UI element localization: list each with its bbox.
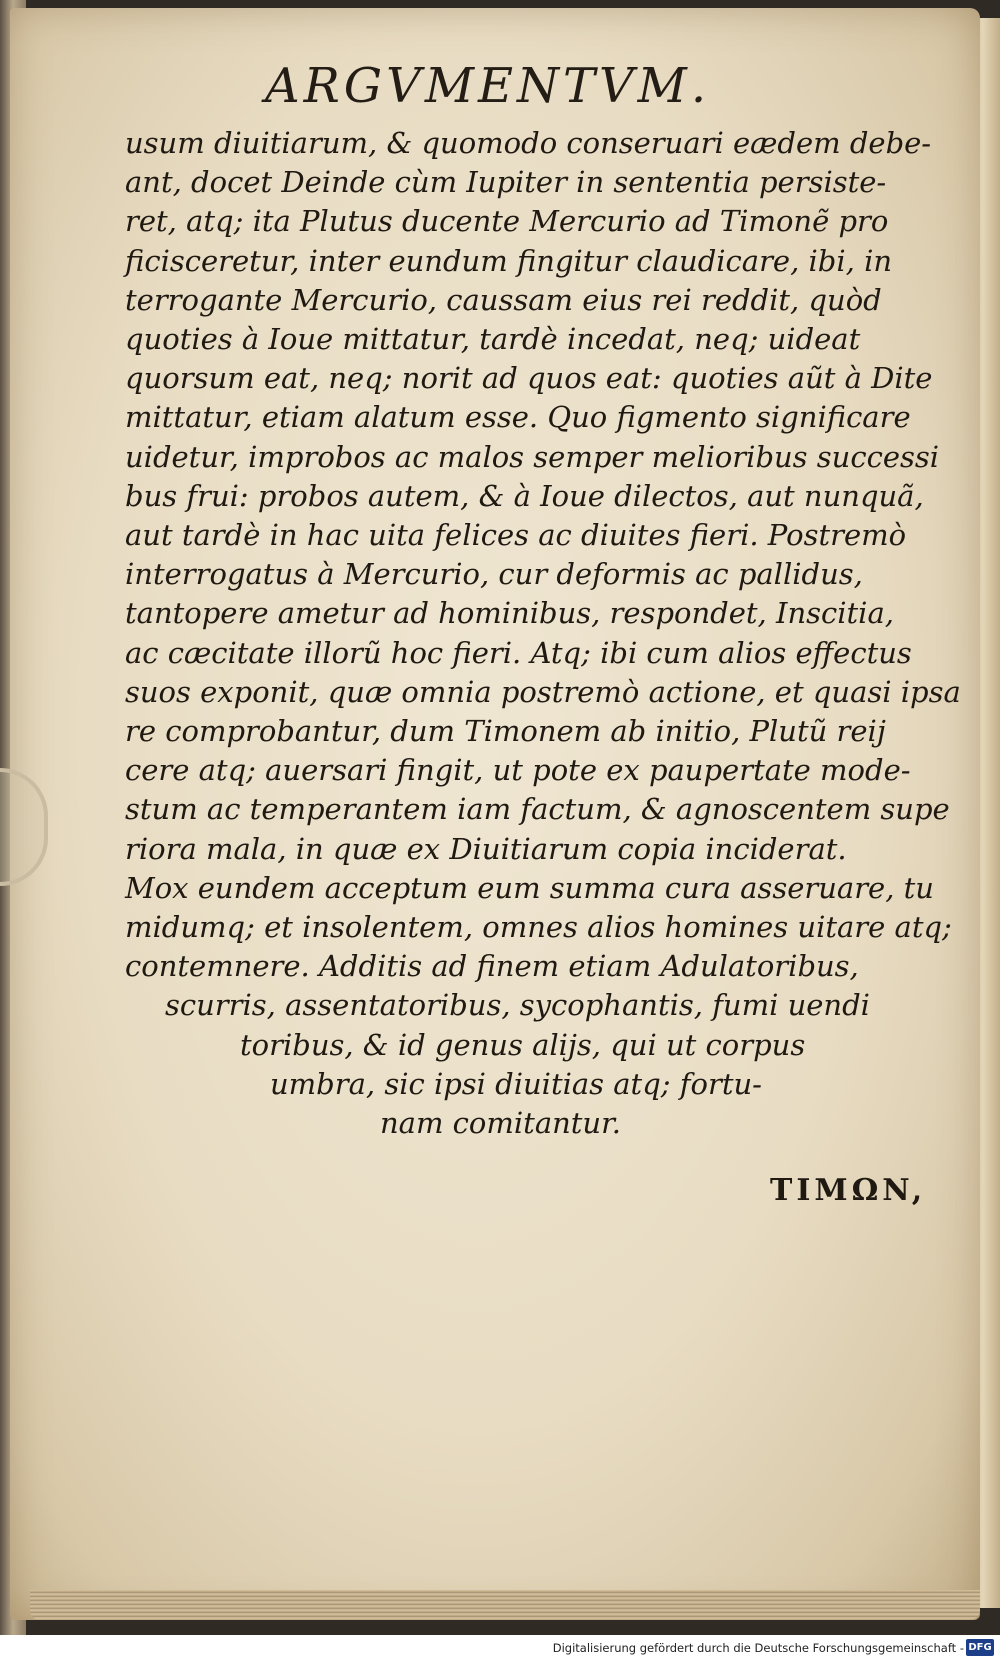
- text-line: usum diuitiarum, & quomodo conseruari eædem debe-: [125, 126, 932, 160]
- argument-text: [125, 124, 961, 1143]
- text-line: riora mala, in quæ ex Diuitiarum copia inciderat.: [125, 831, 847, 866]
- bottom-page-edge: [30, 1590, 980, 1620]
- text-line: mittatur, etiam alatum esse. Quo figmento significare: [125, 400, 911, 435]
- text-line: interrogatus à Mercurio, cur deformis ac pallidus,: [125, 557, 863, 592]
- footer-bar: [0, 1635, 1000, 1663]
- text-line: suos exponit, quæ omnia postremò actione, et quasi ipsa: [125, 674, 961, 709]
- text-line: tantopere ametur ad hominibus, respondet, Inscitia,: [125, 596, 894, 631]
- text-line: quoties à Ioue mittatur, tardè incedat, neq; uideat: [125, 322, 861, 357]
- page-heading: ARGVMENTVM.: [265, 58, 711, 114]
- text-line: cere atq; auersari fingit, ut pote ex paupertate mode-: [125, 753, 911, 788]
- text-line: stum ac temperantem iam factum, & agnoscentem supe: [125, 792, 950, 827]
- text-line: re comprobantur, dum Timonem ab initio, Plutũ reij: [125, 714, 886, 749]
- text-line: contemnere. Additis ad finem etiam Adulatoribus,: [125, 949, 859, 984]
- text-line: Mox eundem acceptum eum summa cura asseruare, tu: [125, 870, 934, 905]
- text-line: ant, docet Deinde cùm Iupiter in sententia persiste-: [125, 165, 887, 200]
- text-line: umbra, sic ipsi diuitias atq; fortu-: [270, 1066, 762, 1101]
- dfg-logo: DFG: [966, 1639, 994, 1656]
- text-line: ficisceretur, inter eundum fingitur claudicare, ibi, in: [125, 243, 893, 278]
- funding-notice: Digitalisierung gefördert durch die Deutsche Forschungsgemeinschaft -: [552, 1641, 964, 1655]
- text-line: quorsum eat, neq; norit ad quos eat: quoties aũt à Dite: [125, 361, 933, 396]
- text-line: bus frui: probos autem, & à Ioue dilectos, aut nunquã,: [125, 478, 924, 513]
- text-line: scurris, assentatoribus, sycophantis, fumi uendi: [165, 988, 870, 1023]
- text-line: uidetur, improbos ac malos semper melioribus successi: [125, 439, 940, 474]
- text-line: nam comitantur.: [380, 1106, 622, 1141]
- text-line: midumq; et insolentem, omnes alios homines uitare atq;: [125, 910, 952, 945]
- text-line: ret, atq; ita Plutus ducente Mercurio ad Timonẽ pro: [125, 204, 889, 239]
- text-line: terrogante Mercurio, caussam eius rei reddit, quòd: [125, 282, 882, 317]
- text-line: toribus, & id genus alijs, qui ut corpus: [240, 1027, 806, 1062]
- text-line: ac cæcitate illorũ hoc fieri. Atq; ibi cum alios effectus: [125, 635, 912, 670]
- text-line: aut tardè in hac uita felices ac diuites fieri. Postremò: [125, 518, 907, 553]
- speaker-heading: TIMΩN,: [770, 1173, 927, 1208]
